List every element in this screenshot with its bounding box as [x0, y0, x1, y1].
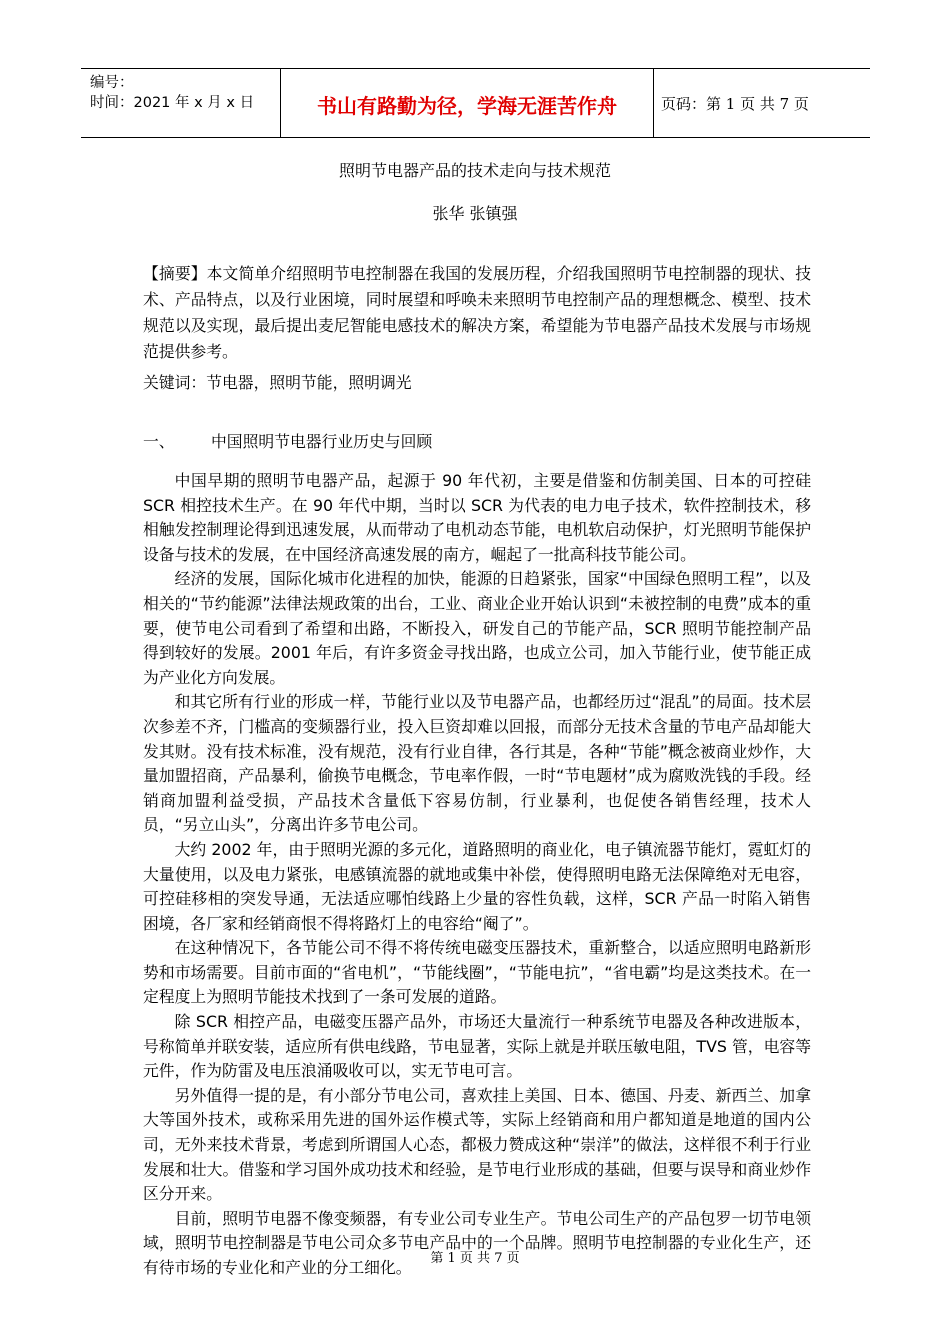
page-footer: 第 1 页 共 7 页 — [430, 1251, 520, 1266]
document-date-label: 时间：2021 年 x 月 x 日 — [90, 95, 255, 111]
page-header-table — [81, 68, 870, 138]
body-paragraph: 除 SCR 相控产品，电磁变压器产品外，市场还大量流行一种系统节电器及各种改进版本，号称简单并联安装，适应所有供电线路，节电显著，实际上就是并联压敏电阻，TVS 管，电容等元件，作为防雷及电压浪涌吸收可以，实无节电可言。 — [143, 1012, 811, 1081]
body-text — [143, 469, 811, 1281]
body-paragraph: 另外值得一提的是，有小部分节电公司，喜欢挂上美国、日本、德国、丹麦、新西兰、加拿大等国外技术，或称采用先进的国外运作模式等，实际上经销商和用户都知道是地道的国内公司，无外来技术背景，考虑到所谓国人心态，都极力赞成这种“崇洋”的做法，这样很不利于行业发展和壮大。借鉴和学习国外成功技术和经验，是节电行业形成的基础，但要与误导和商业炒作区分开来。 — [143, 1085, 811, 1204]
header-meta-cell — [81, 69, 281, 137]
header-page-indicator: 页码：第 1 页 共 7 页 — [661, 94, 809, 113]
document-number-label: 编号： — [90, 75, 134, 91]
body-paragraph: 中国早期的照明节电器产品，起源于 90 年代初，主要是借鉴和仿制美国、日本的可控硅 SCR 相控技术生产。在 90 年代中期，当时以 SCR 为代表的电力电子技术，软件控制技术，移相触发控制理论得到迅速发展，从而带动了电机动态节能，电机软启动保护，灯光照明节能保护设备与技术的发展，在中国经济高速发展的南方，崛起了一批高科技节能公司。 — [143, 471, 811, 564]
section-heading — [143, 429, 432, 455]
document-title: 照明节电器产品的技术走向与技术规范 — [338, 161, 611, 180]
header-motto: 书山有路勤为径，学海无涯苦作舟 — [281, 69, 654, 137]
body-paragraph: 大约 2002 年，由于照明光源的多元化，道路照明的商业化，电子镇流器节能灯，霓虹灯的大量使用，以及电力紧张，电感镇流器的就地或集中补偿，使得照明电路无法保障绝对无电容，可控硅移相的突发导通，无法适应哪怕线路上少量的容性负载，这样，SCR 产品一时陷入销售困境，各厂家和经销商恨不得将路灯上的电容给“阉了”。 — [143, 839, 811, 933]
body-paragraph: 在这种情况下，各节能公司不得不将传统电磁变压器技术，重新整合，以适应照明电路新形势和市场需要。目前市面的“省电机”，“节能线圈”，“节能电抗”，“省电霸”均是这类技术。在一定程度上为照明节能技术找到了一条可发展的道路。 — [143, 938, 811, 1007]
abstract-paragraph: 【摘要】本文简单介绍照明节电控制器在我国的发展历程，介绍我国照明节电控制器的现状、技术、产品特点，以及行业困境，同时展望和呼唤未来照明节电控制产品的理想概念、模型、技术规范以及实现，最后提出麦尼智能电感技术的解决方案，希望能为节电器产品技术发展与市场规范提供参考。 — [143, 264, 811, 361]
body-paragraph: 目前，照明节电器不像变频器，有专业公司专业生产。节电公司生产的产品包罗一切节电领域，照明节电控制器是节电公司众多节电产品中的一个品牌。照明节电控制器的专业化生产，还有待市场的专业化和产业的分工细化。 — [143, 1208, 811, 1277]
section-title: 中国照明节电器行业历史与回顾 — [211, 432, 433, 451]
body-paragraph: 经济的发展，国际化城市化进程的加快，能源的日趋紧张，国家“中国绿色照明工程”，以及相关的“节约能源”法律法规政策的出台，工业、商业企业开始认识到“未被控制的电费”成本的重要，使节电公司看到了希望和出路，不断投入，研发自己的节能产品，SCR 照明节能控制产品得到较好的发展。2001 年后，有许多资金寻找出路，也成立公司，加入节能行业，使节能正成为产业化方向发展。 — [143, 569, 811, 687]
body-paragraph: 和其它所有行业的形成一样，节能行业以及节电器产品，也都经历过“混乱”的局面。技术层次参差不齐，门槛高的变频器行业，投入巨资却难以回报，而部分无技术含量的节电产品却能大发其财。没有技术标准，没有规范，没有行业自律，各行其是，各种“节能”概念被商业炒作，大量加盟招商，产品暴利，偷换节电概念，节电率作假，一时“节电题材”成为腐败洗钱的手段。经销商加盟利益受损，产品技术含量低下容易仿制，行业暴利，也促使各销售经理，技术人员，“另立山头”，分离出许多节电公司。 — [143, 692, 811, 835]
section-number: 一、 — [143, 432, 175, 451]
keywords-line: 关键词：节电器，照明节能，照明调光 — [143, 373, 412, 392]
document-authors: 张华 张镇强 — [432, 204, 518, 223]
